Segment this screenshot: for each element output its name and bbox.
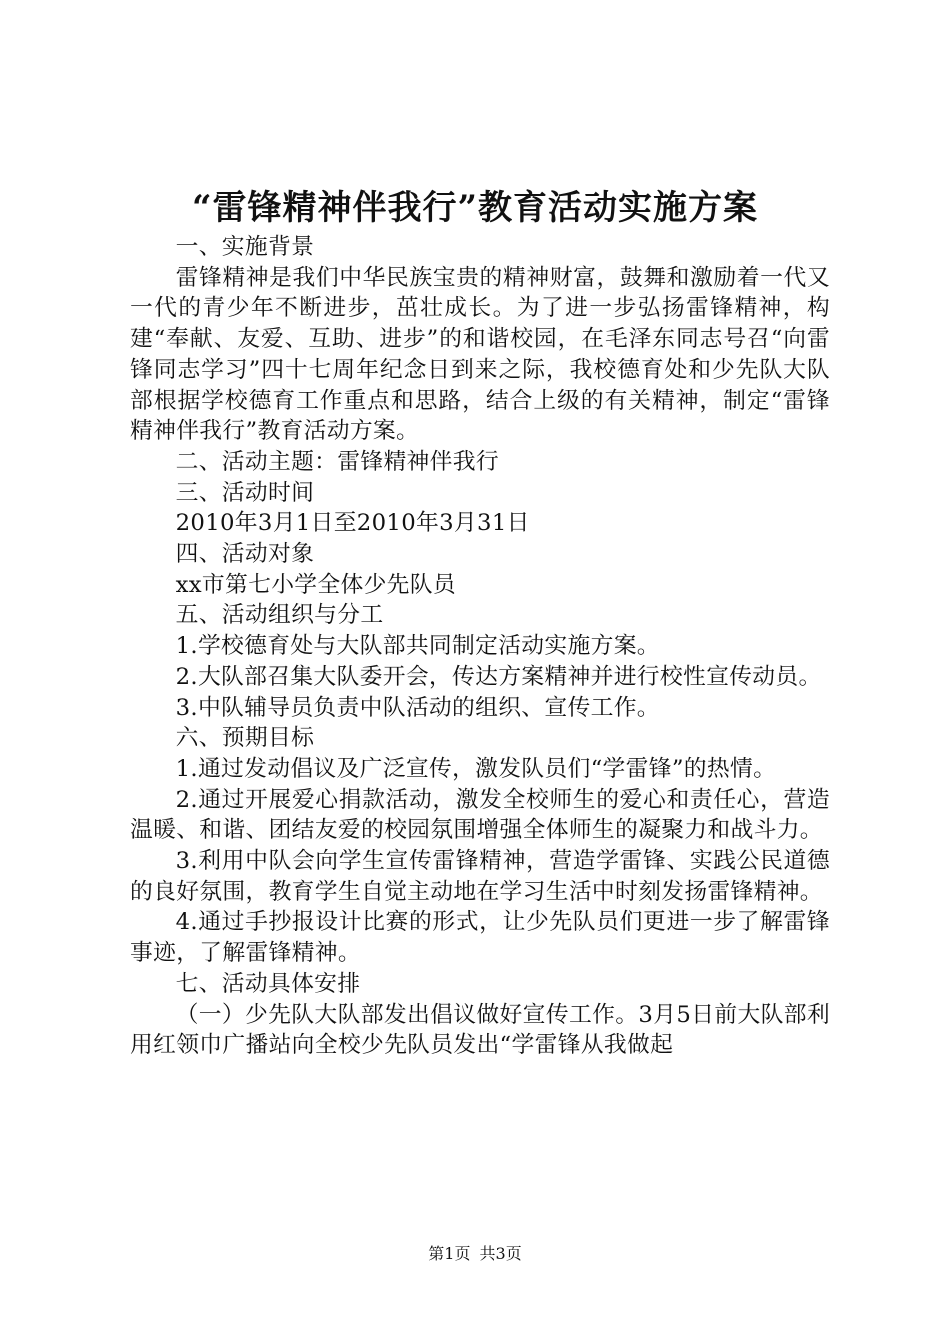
section-heading: 二、活动主题：雷锋精神伴我行 <box>175 448 499 475</box>
section-heading: 一、实施背景 <box>175 234 315 260</box>
section-heading: 五、活动组织与分工 <box>175 602 384 629</box>
page-footer <box>0 1243 950 1265</box>
document-title: “雷锋精神伴我行”教育活动实施方案 <box>191 188 759 228</box>
list-item: 2.通过开展爱心捐款活动，激发全校师生的爱心和责任心，营造温暖、和谐、团结友爱的校园氛围增强全体师生的凝聚力和战斗力。 <box>130 786 830 844</box>
section-heading: 三、活动时间 <box>175 479 315 506</box>
paragraph: （一）少先队大队部发出倡议做好宣传工作。3月5日前大队部利用红领巾广播站向全校少先队员发出“学雷锋从我做起 <box>130 1001 830 1059</box>
list-item: 3.利用中队会向学生宣传雷锋精神，营造学雷锋、实践公民道德的良好氛围，教育学生自觉主动地在学习生活中时刻发扬雷锋精神。 <box>130 848 830 905</box>
paragraph: 雷锋精神是我们中华民族宝贵的精神财富，鼓舞和激励着一代又一代的青少年不断进步，茁壮成长。为了进一步弘扬雷锋精神，构建“奉献、友爱、互助、进步”的和谐校园，在毛泽东同志号召“向雷锋同志学习”四十七周年纪念日到来之际，我校德育处和少先队大队部根据学校德育工作重点和思路，结合上级的有关精神，制定“雷锋精神伴我行”教育活动方案。 <box>130 264 830 445</box>
list-item: 1.学校德育处与大队部共同制定活动实施方案。 <box>175 633 660 660</box>
section-heading: 七、活动具体安排 <box>175 970 361 997</box>
section-heading: 六、预期目标 <box>175 725 315 752</box>
list-item: 4.通过手抄报设计比赛的形式，让少先队员们更进一步了解雷锋事迹，了解雷锋精神。 <box>130 909 830 967</box>
page-total: 共3页 <box>479 1244 522 1263</box>
document-body <box>130 232 830 1061</box>
list-item: 3.中队辅导员负责中队活动的组织、宣传工作。 <box>175 694 660 721</box>
list-item: 1.通过发动倡议及广泛宣传，激发队员们“学雷锋”的热情。 <box>175 755 777 782</box>
page-number: 第1页 <box>428 1244 471 1263</box>
list-item: 2.大队部召集大队委开会，传达方案精神并进行校性宣传动员。 <box>175 663 822 690</box>
section-heading: 四、活动对象 <box>175 541 315 568</box>
paragraph: xx市第七小学全体少先队员 <box>175 571 456 598</box>
paragraph: 2010年3月1日至2010年3月31日 <box>175 510 530 537</box>
